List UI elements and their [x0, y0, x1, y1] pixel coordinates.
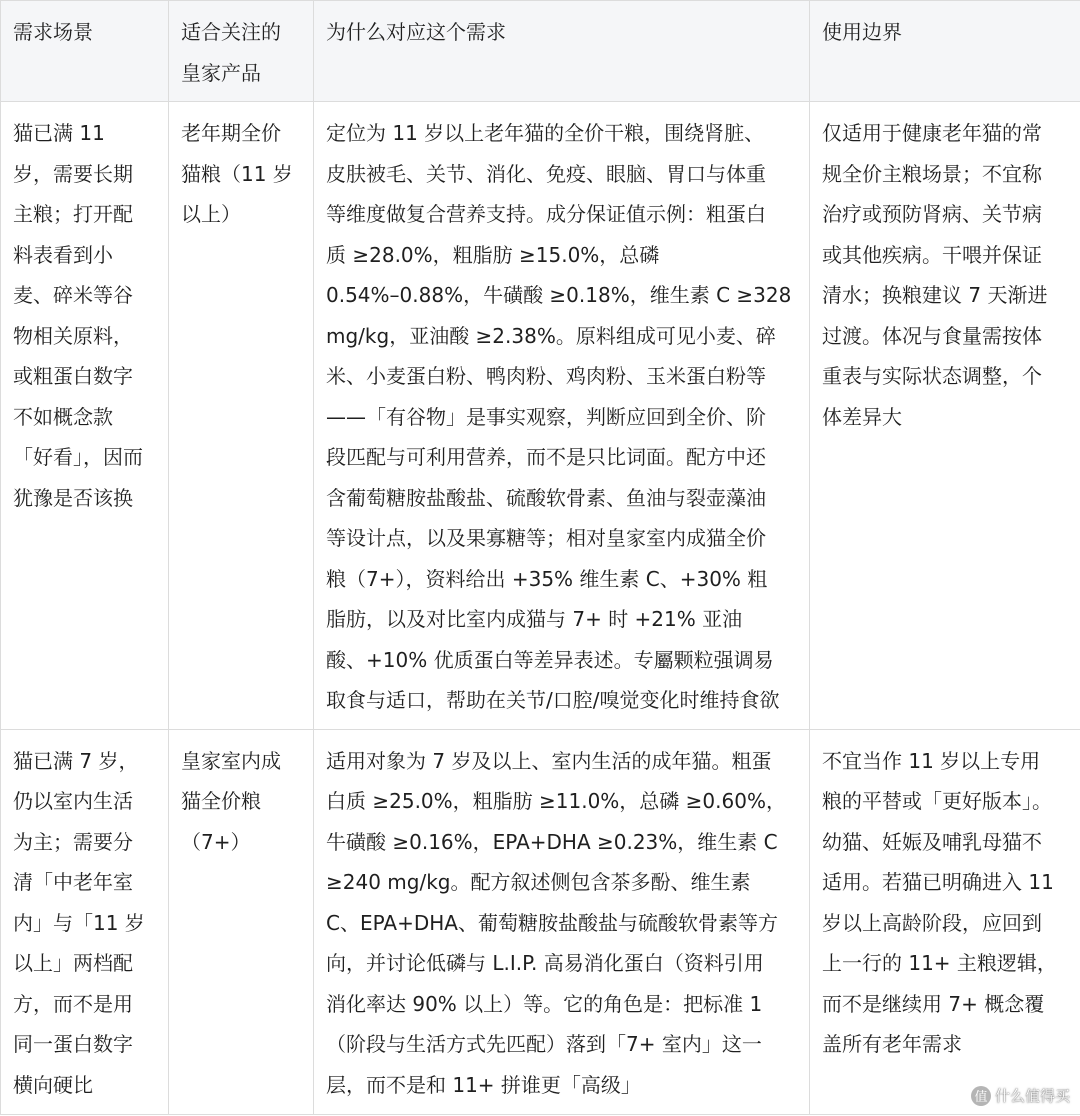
table-row	[1, 102, 1080, 730]
header-boundary: 使用边界	[810, 1, 1080, 102]
cell-product: 皇家室内成 猫全价粮 （7+）	[169, 729, 314, 1114]
cell-boundary: 不宜当作 11 岁以上专用 粮的平替或「更好版本」。 幼猫、妊娠及哺乳母猫不 适用。若猫已明确进入 11 岁以上高龄阶段，应回到 上一行的 11+ 主粮逻辑， 而不是继续用 7+ 概念覆 盖所有老年需求	[810, 729, 1080, 1114]
cell-reason: 适用对象为 7 岁及以上、室内生活的成年猫。粗蛋 白质 ≥25.0%，粗脂肪 ≥11.0%，总磷 ≥0.60%， 牛磺酸 ≥0.16%，EPA+DHA ≥0.23%，维生素 C ≥240 mg/kg。配方叙述侧包含茶多酚、维生素 C、EPA+DHA、葡萄糖胺盐酸盐与硫酸软骨素等方 向，并讨论低磷与 L.I.P. 高易消化蛋白（资料引用 消化率达 90% 以上）等。它的角色是：把标准 1 （阶段与生活方式先匹配）落到「7+ 室内」这一 层，而不是和 11+ 拼谁更「高级」	[314, 729, 810, 1114]
header-product: 适合关注的 皇家产品	[169, 1, 314, 102]
header-reason: 为什么对应这个需求	[314, 1, 810, 102]
cell-product: 老年期全价 猫粮（11 岁 以上）	[169, 102, 314, 730]
watermark	[971, 1085, 1070, 1106]
header-scenario: 需求场景	[1, 1, 169, 102]
cell-scenario: 猫已满 11 岁，需要长期 主粮；打开配 料表看到小 麦、碎米等谷 物相关原料， 或粗蛋白数字 不如概念款 「好看」，因而 犹豫是否该换	[1, 102, 169, 730]
cell-boundary: 仅适用于健康老年猫的常 规全价主粮场景；不宜称 治疗或预防肾病、关节病 或其他疾病。干喂并保证 清水；换粮建议 7 天渐进 过渡。体况与食量需按体 重表与实际状态调整，个 体差异大	[810, 102, 1080, 730]
smzdm-logo-icon: 值	[971, 1086, 991, 1106]
cell-scenario: 猫已满 7 岁， 仍以室内生活 为主；需要分 清「中老年室 内」与「11 岁 以上」两档配 方，而不是用 同一蛋白数字 横向硬比	[1, 729, 169, 1114]
table-row	[1, 729, 1080, 1114]
cell-reason: 定位为 11 岁以上老年猫的全价干粮，围绕肾脏、 皮肤被毛、关节、消化、免疫、眼脑、胃口与体重 等维度做复合营养支持。成分保证值示例：粗蛋白 质 ≥28.0%，粗脂肪 ≥15.0%，总磷 0.54%–0.88%，牛磺酸 ≥0.18%，维生素 C ≥328 mg/kg，亚油酸 ≥2.38%。原料组成可见小麦、碎 米、小麦蛋白粉、鸭肉粉、鸡肉粉、玉米蛋白粉等 ——「有谷物」是事实观察，判断应回到全价、阶 段匹配与可利用营养，而不是只比词面。配方中还 含葡萄糖胺盐酸盐、硫酸软骨素、鱼油与裂壶藻油 等设计点，以及果寡糖等；相对皇家室内成猫全价 粮（7+），资料给出 +35% 维生素 C、+30% 粗 脂肪，以及对比室内成猫与 7+ 时 +21% 亚油 酸、+10% 优质蛋白等差异表述。专屬颗粒强调易 取食与适口，帮助在关节/口腔/嗅觉变化时维持食欲	[314, 102, 810, 730]
watermark-text: 什么值得买	[994, 1087, 1070, 1105]
header-row	[1, 1, 1080, 102]
